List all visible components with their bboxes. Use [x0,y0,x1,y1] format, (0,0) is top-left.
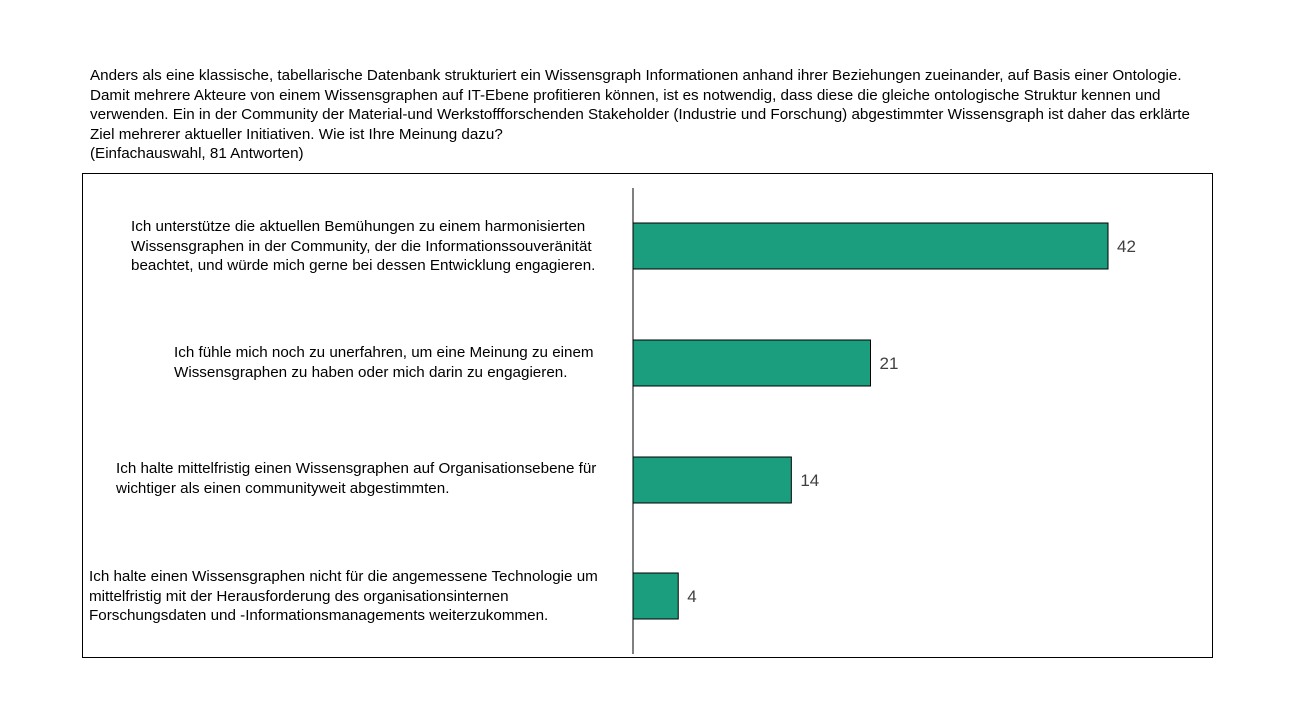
data-label-2: 21 [879,354,899,373]
bar-4 [633,573,678,619]
bar-2 [633,340,871,386]
question-text: Anders als eine klassische, tabellarische Datenbank strukturiert ein Wissensgraph Informationen anhand ihrer Beziehungen zueinander, auf Basis einer Ontologie. Damit mehrere Akteure von einem Wissensgraphen auf IT-Ebene profitieren können, ist es notwendig, dass diese die gleiche ontologische Struktur kennen und verwenden. Ein in der Community der Material-und Werkstoffforschenden Stakeholder (Industrie und Forschung) abgestimmter Wissensgraph ist daher das erklärte Ziel mehrerer aktueller Initiativen. Wie ist Ihre Meinung dazu? [90,67,1190,143]
data-label-1: 42 [1117,237,1136,256]
data-label-3: 14 [800,471,820,490]
category-label-3: Ich halte mittelfristig einen Wissensgraphen auf Organisationsebene für wichtiger als einen communityweit abgestimmten. [116,460,597,497]
bar-1 [633,223,1108,269]
category-label-1: Ich unterstütze die aktuellen Bemühungen zu einem harmonisierten Wissensgraphen in der Community, der die Informationssouveränität beachtet, und würde mich gerne bei dessen Entwicklung engagieren. [131,218,596,275]
category-label-2: Ich fühle mich noch zu unerfahren, um eine Meinung zu einem Wissensgraphen zu haben oder mich darin zu engagieren. [174,344,594,381]
data-label-4: 4 [687,587,697,606]
bar-3 [633,457,791,503]
category-label-4: Ich halte einen Wissensgraphen nicht für die angemessene Technologie um mittelfristig mit der Herausforderung des organisationsinternen Forschungsdaten und -Informationsmanagements weiterzukommen. [89,568,598,625]
question-note: (Einfachauswahl, 81 Antworten) [90,145,304,163]
